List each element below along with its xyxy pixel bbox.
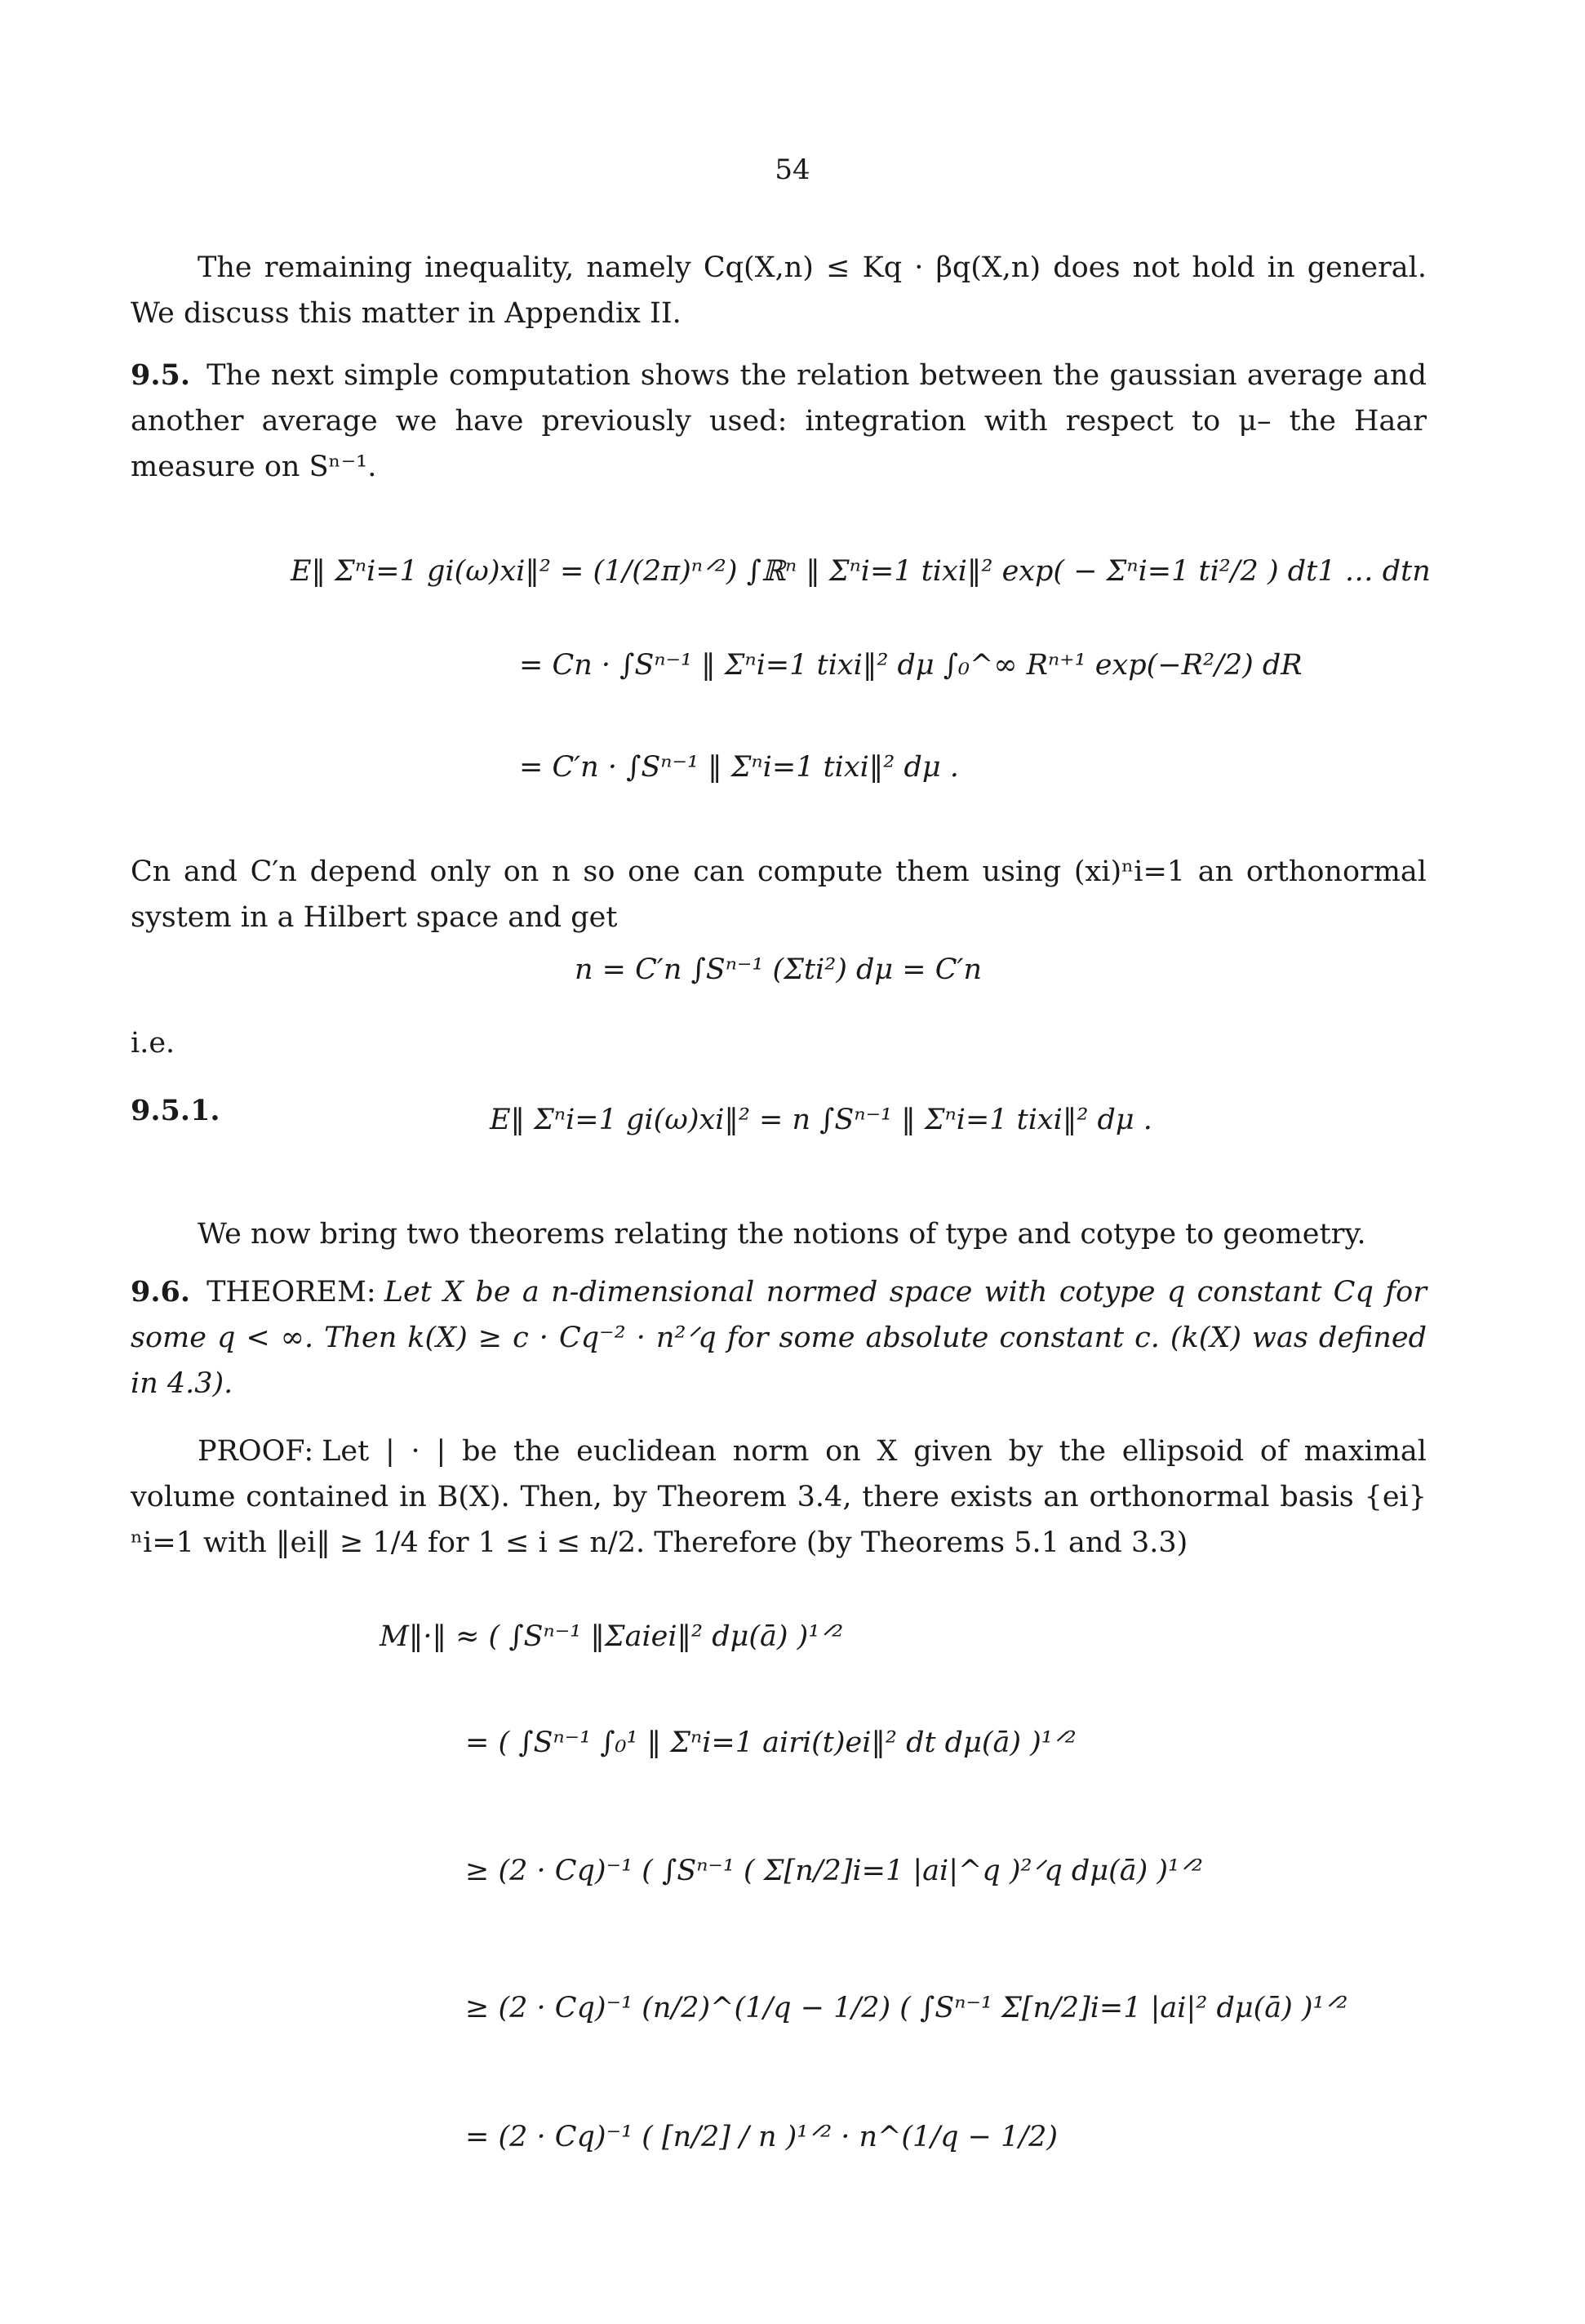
page-number: 54	[775, 153, 810, 186]
proof-label: PROOF:	[198, 1435, 314, 1468]
equation-constant-cn-prime: = C′n · ∫Sⁿ⁻¹ ‖ Σⁿi=1 tixi‖² dμ .	[519, 751, 959, 784]
equation-cotype-bound: ≥ (2 · Cq)⁻¹ ( ∫Sⁿ⁻¹ ( Σ[n/2]i=1 |ai|^q )²ᐟq dμ(ā) )¹ᐟ²	[465, 1855, 1203, 1887]
theorem-statement: Let X be a n-dimensional normed space with cotype q constant Cq for some q < ∞. Then k(X) ≥ c · Cq⁻² · n²ᐟq for some absolute constant c. (k(X) was defined in 4.3).	[131, 1276, 1427, 1400]
paragraph-remaining-inequality	[131, 245, 1427, 336]
paragraph-cn-constants	[131, 849, 1427, 940]
equation-final-bound: = (2 · Cq)⁻¹ ( [n/2] / n )¹ᐟ² · n^(1/q − 1/2)	[465, 2121, 1059, 2153]
equation-polar-coordinates: = Cn · ∫Sⁿ⁻¹ ‖ Σⁿi=1 tixi‖² dμ ∫₀^∞ Rⁿ⁺¹ exp(−R²/2) dR	[519, 649, 1303, 682]
section-number: 9.5.	[131, 358, 191, 392]
ie-label: i.e.	[131, 1027, 175, 1060]
equation-holder-bound: ≥ (2 · Cq)⁻¹ (n/2)^(1/q − 1/2) ( ∫Sⁿ⁻¹ Σ[n/2]i=1 |ai|² dμ(ā) )¹ᐟ²	[465, 1992, 1348, 2024]
section-9-5	[131, 353, 1427, 490]
equation-n-equals-cn: n = C′n ∫Sⁿ⁻¹ (Σti²) dμ = C′n	[575, 953, 983, 986]
proof-paragraph	[131, 1429, 1427, 1566]
section-text: The next simple computation shows the relation between the gaussian average and another average we have previously used: integration with respect to μ– the Haar measure on Sⁿ⁻¹.	[131, 359, 1427, 483]
equation-gaussian-average: E‖ Σⁿi=1 gi(ω)xi‖² = (1/(2π)ⁿᐟ²) ∫ℝⁿ ‖ Σⁿi=1 tixi‖² exp( − Σⁿi=1 ti²/2 ) dt1 … dtn	[291, 555, 1431, 588]
equation-9-5-1: E‖ Σⁿi=1 gi(ω)xi‖² = n ∫Sⁿ⁻¹ ‖ Σⁿi=1 tixi‖² dμ .	[490, 1104, 1152, 1136]
theorem-label: THEOREM:	[206, 1276, 376, 1309]
equation-m-norm-approx: M‖·‖ ≈ ( ∫Sⁿ⁻¹ ‖Σaiei‖² dμ(ā) )¹ᐟ²	[380, 1620, 844, 1653]
proof-text: Let | · | be the euclidean norm on X given by the ellipsoid of maximal volume contained in B(X). Then, by Theorem 3.4, there exists an orthonormal basis {ei}ⁿi=1 with ‖ei‖ ≥ 1/4 for 1 ≤ i ≤ n/2. Therefore (by Theorems 5.1 and 3.3)	[131, 1435, 1427, 1559]
equation-rademacher-average: = ( ∫Sⁿ⁻¹ ∫₀¹ ‖ Σⁿi=1 airi(t)ei‖² dt dμ(ā) )¹ᐟ²	[465, 1726, 1077, 1759]
section-number: 9.6.	[131, 1275, 191, 1309]
paragraph-text: We now bring two theorems relating the notions of type and cotype to geometry.	[198, 1218, 1366, 1251]
paragraph-two-theorems	[131, 1211, 1427, 1257]
paragraph-text: The remaining inequality, namely Cq(X,n) ≤ Kq · βq(X,n) does not hold in general. We discuss this matter in Appendix II.	[131, 251, 1427, 330]
equation-label-9-5-1: 9.5.1.	[131, 1094, 220, 1127]
paragraph-text: Cn and C′n depend only on n so one can compute them using (xi)ⁿi=1 an orthonormal system in a Hilbert space and get	[131, 855, 1427, 934]
theorem-9-6	[131, 1269, 1427, 1406]
